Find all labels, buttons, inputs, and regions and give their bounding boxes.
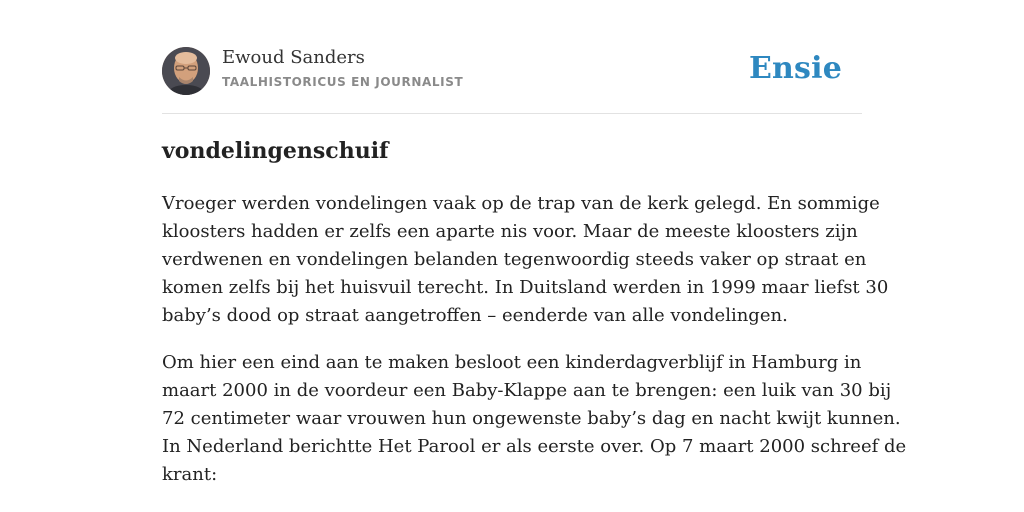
paragraph-line: verdwenen en vondelingen belanden tegenwoordig steeds vaker op straat en <box>162 249 867 270</box>
paragraph-line: baby’s dood op straat aangetroffen – eenderde van alle vondelingen. <box>162 305 788 326</box>
paragraph-line: 72 centimeter waar vrouwen hun ongewenste baby’s dag en nacht kwijt kunnen. <box>162 408 901 429</box>
paragraph-line: maart 2000 in de voordeur een Baby-Klappe aan te brengen: een luik van 30 bij <box>162 380 892 401</box>
author-avatar[interactable] <box>162 47 210 95</box>
paragraph-line: Om hier een eind aan te maken besloot een kinderdagverblijf in Hamburg in <box>162 352 862 373</box>
author-role: TAALHISTORICUS EN JOURNALIST <box>222 75 464 89</box>
header-divider <box>162 113 862 114</box>
entry-paragraph-2 <box>162 349 907 489</box>
author-header <box>162 45 862 97</box>
entry-paragraph-1 <box>162 190 889 330</box>
ensie-logo[interactable]: Ensie <box>748 51 842 86</box>
paragraph-line: kloosters hadden er zelfs een aparte nis voor. Maar de meeste kloosters zijn <box>162 221 858 242</box>
author-name[interactable]: Ewoud Sanders <box>222 47 365 68</box>
paragraph-line: In Nederland berichtte Het Parool er als eerste over. Op 7 maart 2000 schreef de <box>162 436 907 457</box>
paragraph-line: Vroeger werden vondelingen vaak op de trap van de kerk gelegd. En sommige <box>162 193 880 214</box>
person-photo-icon <box>162 47 210 95</box>
paragraph-line: krant: <box>162 464 218 485</box>
entry-title: vondelingenschuif <box>162 138 389 164</box>
paragraph-line: komen zelfs bij het huisvuil terecht. In Duitsland werden in 1999 maar liefst 30 <box>162 277 889 298</box>
